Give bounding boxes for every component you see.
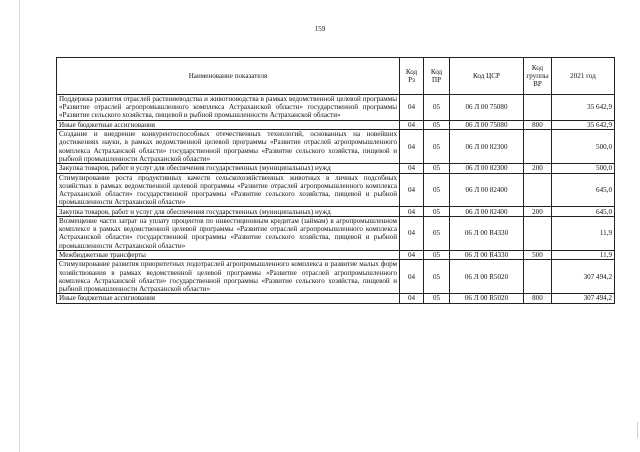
header-csr: Код ЦСР — [450, 58, 524, 95]
table-row — [57, 164, 615, 174]
table-row — [57, 250, 615, 260]
row-csr: 06 Л 00 R4330 — [450, 217, 524, 251]
scan-margin-mark — [632, 422, 638, 438]
row-name: Межбюджетные трансферты — [57, 250, 400, 260]
row-rz: 04 — [400, 130, 424, 164]
row-year: 500,0 — [552, 164, 615, 174]
row-rz: 04 — [400, 250, 424, 260]
row-rz: 04 — [400, 207, 424, 217]
row-vr — [524, 130, 552, 164]
table-row — [57, 217, 615, 251]
header-year: 2021 год — [552, 58, 615, 95]
row-name: Иные бюджетные ассигнования — [57, 294, 400, 304]
header-vr: Код группы ВР — [524, 58, 552, 95]
row-rz: 04 — [400, 173, 424, 207]
row-csr: 06 Л 00 82400 — [450, 207, 524, 217]
page-number: 159 — [314, 25, 326, 33]
table-row — [57, 173, 615, 207]
row-pr: 05 — [424, 260, 450, 294]
row-year: 11,9 — [552, 250, 615, 260]
row-pr: 05 — [424, 250, 450, 260]
row-rz: 04 — [400, 95, 424, 121]
row-vr — [524, 260, 552, 294]
row-pr: 05 — [424, 207, 450, 217]
row-pr: 05 — [424, 217, 450, 251]
row-year: 307 494,2 — [552, 294, 615, 304]
table-row — [57, 95, 615, 121]
header-name: Наименование показателя — [57, 58, 400, 95]
row-vr: 800 — [524, 294, 552, 304]
row-rz: 04 — [400, 294, 424, 304]
row-year: 645,0 — [552, 207, 615, 217]
header-rz: Код Рз — [400, 58, 424, 95]
row-vr — [524, 217, 552, 251]
row-csr: 06 Л 00 R5020 — [450, 260, 524, 294]
row-csr: 06 Л 00 R4330 — [450, 250, 524, 260]
scan-edge-line — [19, 0, 20, 452]
row-vr — [524, 173, 552, 207]
table-row — [57, 260, 615, 294]
row-year: 35 642,9 — [552, 95, 615, 121]
row-pr: 05 — [424, 130, 450, 164]
row-vr — [524, 95, 552, 121]
row-vr: 200 — [524, 207, 552, 217]
row-pr: 05 — [424, 173, 450, 207]
row-csr: 06 Л 00 75080 — [450, 95, 524, 121]
header-pr: Код ПР — [424, 58, 450, 95]
table-row — [57, 120, 615, 130]
row-year: 35 642,9 — [552, 120, 615, 130]
row-csr: 06 Л 00 82300 — [450, 130, 524, 164]
row-name: Закупка товаров, работ и услуг для обеспечения государственных (муниципальных) нужд — [57, 207, 400, 217]
row-rz: 04 — [400, 164, 424, 174]
row-name: Поддержка развития отраслей растениеводства и животноводства в рамках ведомственной целевой программы «Развитие отраслей агропромышленного комплекса Астраханской области» государственной программы «Развитие сельского хозяйства, пищевой и рыбной промышленности Астраханской области» — [57, 95, 400, 121]
row-year: 307 494,2 — [552, 260, 615, 294]
row-name: Создание и внедрение конкурентоспособных отечественных технологий, основанных на новейших достижениях науки, в рамках ведомственной целевой программы «Развитие отраслей агропромышленного комплекса Астраханской области» государственной программы «Развитие сельского хозяйства, пищевой и рыбной промышленности Астраханской области» — [57, 130, 400, 164]
row-pr: 05 — [424, 164, 450, 174]
table-row — [57, 130, 615, 164]
budget-table — [56, 57, 615, 304]
row-csr: 06 Л 00 R5020 — [450, 294, 524, 304]
row-rz: 04 — [400, 217, 424, 251]
table-row — [57, 294, 615, 304]
row-name: Возмещение части затрат на уплату процентов по инвестиционным кредитам (займам) в агропромышленном комплексе в рамках ведомственной целевой программы «Развитие отраслей агропромышленного комплекса Астраханской области» государственной программы «Развитие сельского хозяйства, пищевой и рыбной промышленности Астраханской области» — [57, 217, 400, 251]
row-year: 500,0 — [552, 130, 615, 164]
row-name: Закупка товаров, работ и услуг для обеспечения государственных (муниципальных) нужд — [57, 164, 400, 174]
row-csr: 06 Л 00 82300 — [450, 164, 524, 174]
row-name: Стимулирование роста продуктивных качеств сельскохозяйственных животных в личных подсобных хозяйствах в рамках ведомственной целевой программы «Развитие отраслей агропромышленного комплекса Астраханской области» государственной программы «Развитие сельского хозяйства, пищевой и рыбной промышленности Астраханской области» — [57, 173, 400, 207]
row-csr: 06 Л 00 75080 — [450, 120, 524, 130]
row-csr: 06 Л 00 82400 — [450, 173, 524, 207]
row-name: Стимулирование развития приоритетных подотраслей агропромышленного комплекса и развитие малых форм хозяйствования в рамках ведомственной целевой программы «Развитие отраслей агропромышленного комплекса Астраханской области» государственной программы «Развитие сельского хозяйства, пищевой и рыбной промышленности Астраханской области» — [57, 260, 400, 294]
row-name: Иные бюджетные ассигнования — [57, 120, 400, 130]
row-pr: 05 — [424, 95, 450, 121]
row-pr: 05 — [424, 294, 450, 304]
row-pr: 05 — [424, 120, 450, 130]
row-vr: 200 — [524, 164, 552, 174]
row-year: 11,9 — [552, 217, 615, 251]
row-vr: 800 — [524, 120, 552, 130]
row-rz: 04 — [400, 120, 424, 130]
table-row — [57, 207, 615, 217]
row-year: 645,0 — [552, 173, 615, 207]
row-vr: 500 — [524, 250, 552, 260]
row-rz: 04 — [400, 260, 424, 294]
table-header-row — [57, 58, 615, 95]
